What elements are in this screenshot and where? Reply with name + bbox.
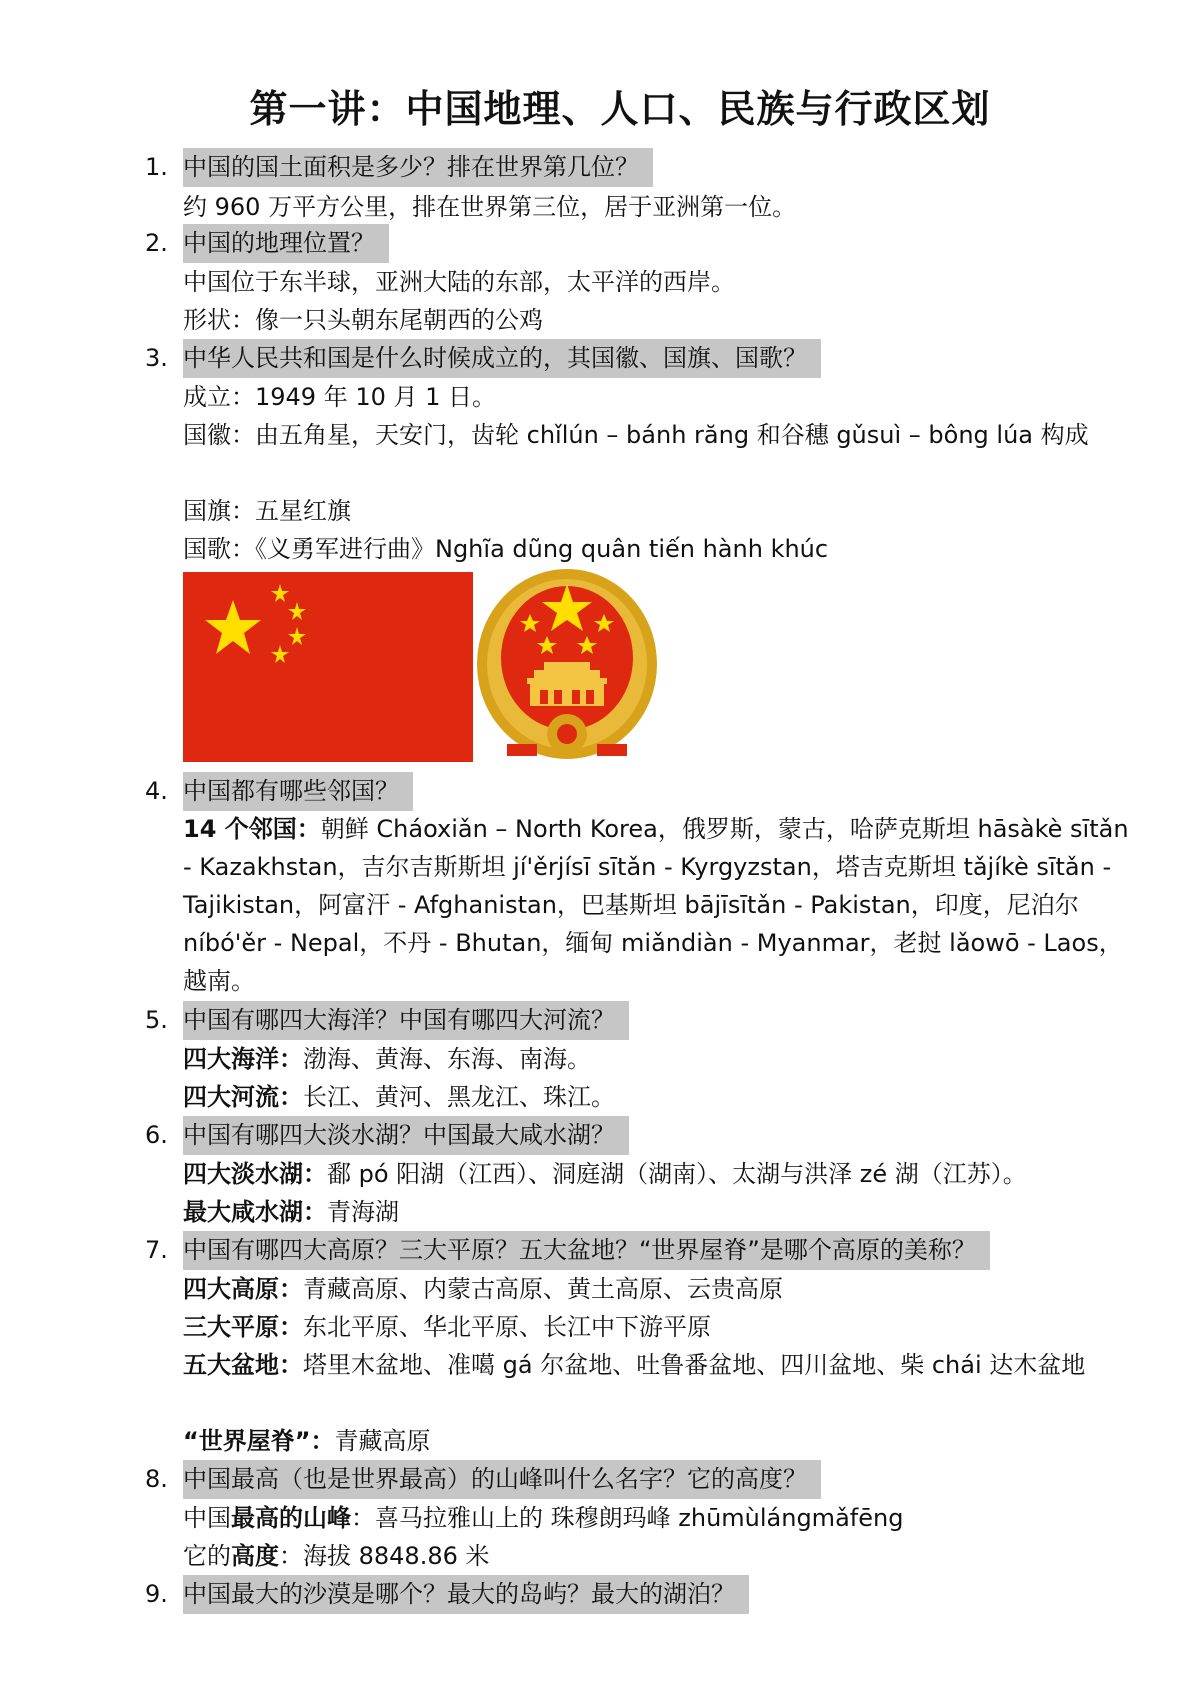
question-2: 2. 中国的地理位置？	[145, 224, 389, 263]
answer-4-label: 14 个邻国：	[183, 815, 321, 843]
answer-6-saltlake: 最大咸水湖：青海湖	[183, 1198, 399, 1226]
answer-7-roof: “世界屋脊”：青藏高原	[183, 1427, 431, 1455]
question-2-text: 中国的地理位置？	[183, 224, 389, 263]
national-flag-image	[183, 572, 473, 762]
question-5: 5. 中国有哪四大海洋？中国有哪四大河流？	[145, 1001, 629, 1040]
answer-2-line-1: 中国位于东半球，亚洲大陆的东部，太平洋的西岸。	[183, 268, 735, 296]
question-4: 4. 中国都有哪些邻国？	[145, 772, 413, 811]
question-1: 1. 中国的国土面积是多少？排在世界第几位？	[145, 148, 653, 187]
answer-7-basins: 五大盆地：塔里木盆地、准噶 gá 尔盆地、吐鲁番盆地、四川盆地、柴 chái 达木盆地	[183, 1351, 1086, 1379]
answer-4	[183, 810, 1140, 1000]
answer-3-anthem: 国歌：《义勇军进行曲》Nghĩa dũng quân tiến hành khúc	[183, 535, 829, 563]
answer-3-founding: 成立：1949 年 10 月 1 日。	[183, 383, 497, 411]
answer-3-flag: 国旗：五星红旗	[183, 497, 351, 525]
question-1-text: 中国的国土面积是多少？排在世界第几位？	[183, 148, 653, 187]
question-7-text: 中国有哪四大高原？三大平原？五大盆地？“世界屋脊”是哪个高原的美称？	[183, 1231, 990, 1270]
answer-3-emblem: 国徽：由五角星，天安门，齿轮 chǐlún – bánh răng 和谷穗 gǔsuì – bông lúa 构成	[183, 421, 1089, 449]
answer-4-body: 朝鲜 Cháoxiǎn – North Korea，俄罗斯，蒙古，哈萨克斯坦 hāsàkè sītǎn - Kazakhstan，吉尔吉斯斯坦 jí'ěrjísī sītǎn - Kyrgyzstan，塔吉克斯坦 tǎjíkè sītǎn - Tajikistan，阿富汗 - Afghanistan，巴基斯坦 bājīsītǎn - Pakistan，印度，尼泊尔 níbó'ěr - Nepal，不丹 - Bhutan，缅甸 miǎndiàn - Myanmar，老挝 lǎowō - Laos，越南。	[183, 815, 1129, 995]
question-4-text: 中国都有哪些邻国？	[183, 772, 413, 811]
answer-8-peak: 中国最高的山峰：喜马拉雅山上的 珠穆朗玛峰 zhūmùlángmǎfēng	[183, 1504, 904, 1532]
question-8-text: 中国最高（也是世界最高）的山峰叫什么名字？它的高度？	[183, 1460, 821, 1499]
question-9-text: 中国最大的沙漠是哪个？最大的岛屿？最大的湖泊？	[183, 1575, 749, 1614]
answer-7-plains: 三大平原：东北平原、华北平原、长江中下游平原	[183, 1313, 711, 1341]
page-title: 第一讲：中国地理、人口、民族与行政区划	[249, 86, 991, 131]
national-flag-icon	[183, 572, 473, 762]
answer-2-line-2: 形状：像一只头朝东尾朝西的公鸡	[183, 306, 543, 334]
answer-8-height: 它的高度：海拔 8848.86 米	[183, 1542, 490, 1570]
answer-5-seas: 四大海洋：渤海、黄海、东海、南海。	[183, 1045, 591, 1073]
answer-5-rivers: 四大河流：长江、黄河、黑龙江、珠江。	[183, 1083, 615, 1111]
national-emblem-icon	[472, 566, 662, 766]
answer-6-lakes: 四大淡水湖：鄱 pó 阳湖（江西）、洞庭湖（湖南）、太湖与洪泽 zé 湖（江苏）。	[183, 1160, 1027, 1188]
question-3-text: 中华人民共和国是什么时候成立的，其国徽、国旗、国歌？	[183, 339, 821, 378]
question-3: 3. 中华人民共和国是什么时候成立的，其国徽、国旗、国歌？	[145, 339, 821, 378]
question-5-text: 中国有哪四大海洋？中国有哪四大河流？	[183, 1001, 629, 1040]
national-emblem-image	[472, 566, 662, 766]
question-8: 8. 中国最高（也是世界最高）的山峰叫什么名字？它的高度？	[145, 1460, 821, 1499]
answer-1: 约 960 万平方公里，排在世界第三位，居于亚洲第一位。	[183, 193, 797, 221]
answer-7-plateaus: 四大高原：青藏高原、内蒙古高原、黄土高原、云贵高原	[183, 1275, 783, 1303]
question-6-text: 中国有哪四大淡水湖？中国最大咸水湖？	[183, 1116, 629, 1155]
question-9: 9. 中国最大的沙漠是哪个？最大的岛屿？最大的湖泊？	[145, 1575, 749, 1614]
question-6: 6. 中国有哪四大淡水湖？中国最大咸水湖？	[145, 1116, 629, 1155]
question-7: 7. 中国有哪四大高原？三大平原？五大盆地？“世界屋脊”是哪个高原的美称？	[145, 1231, 990, 1270]
